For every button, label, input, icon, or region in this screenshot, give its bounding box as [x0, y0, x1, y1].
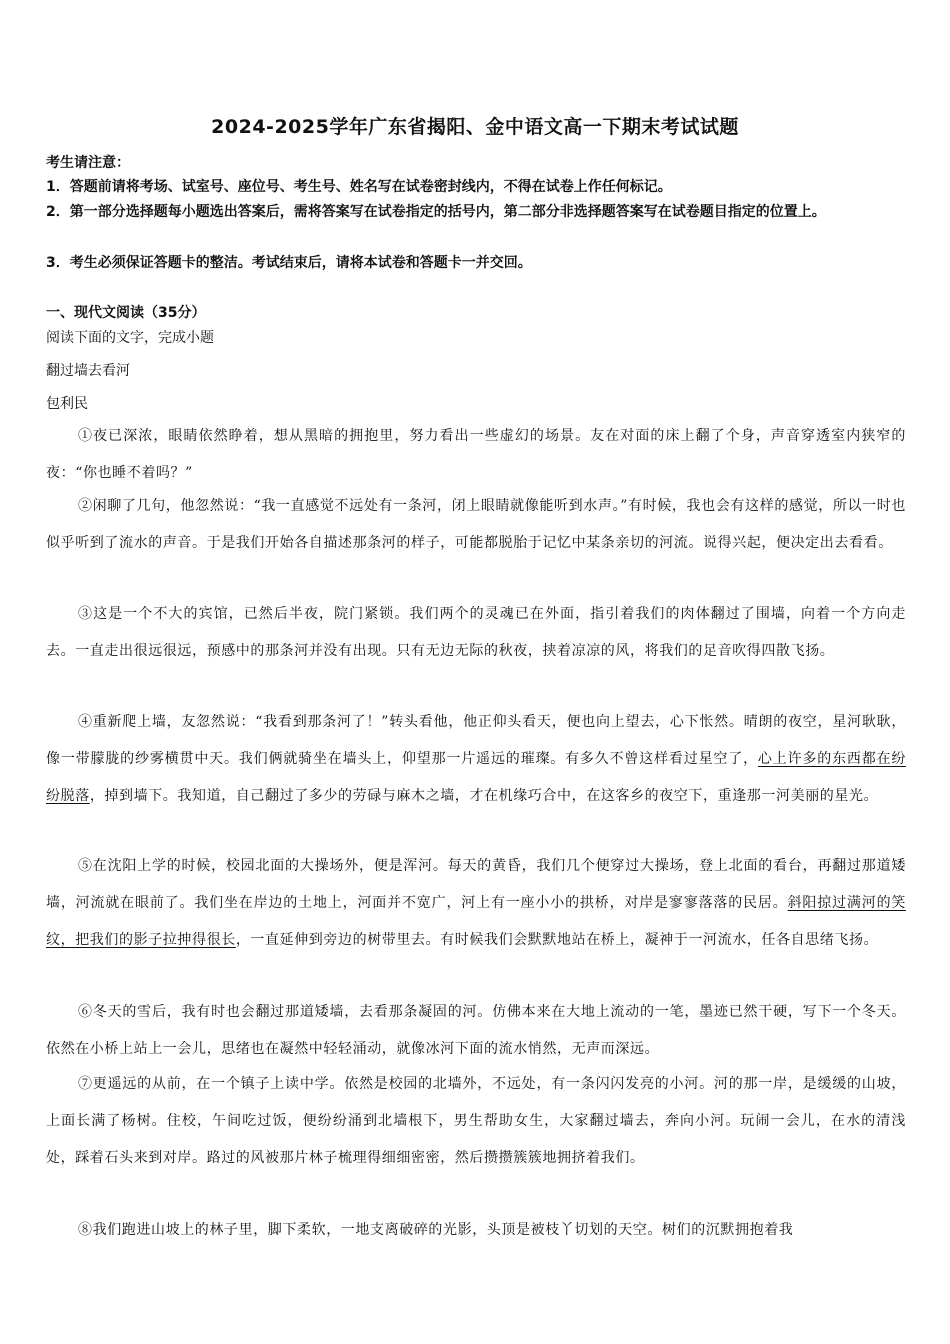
paragraph-5 — [46, 848, 906, 959]
notice-item-3: 3．考生必须保证答题卡的整洁。考试结束后，请将本试卷和答题卡一并交回。 — [46, 255, 532, 271]
notice-item-1: 1．答题前请将考场、试室号、座位号、考生号、姓名写在试卷密封线内，不得在试卷上作任何标记。 — [46, 179, 672, 195]
paragraph-5-text-b: ，一直延伸到旁边的树带里去。有时候我们会默默地站在桥上，凝神于一河流水，任各自思绪飞扬。 — [235, 932, 879, 948]
notice-item-2: 2．第一部分选择题每小题选出答案后，需将答案写在试卷指定的括号内，第二部分非选择题答案写在试卷题目指定的位置上。 — [46, 204, 826, 220]
paragraph-4-underlined: 心上许多的东西都在纷纷脱落 — [46, 751, 907, 804]
paragraph-3: ③这是一个不大的宾馆，已然后半夜，院门紧锁。我们两个的灵魂已在外面，指引着我们的肉体翻过了围墙，向着一个方向走去。一直走出很远很远，预感中的那条河并没有出现。只有无边无际的秋夜，挟着凉凉的风，将我们的足音吹得四散飞扬。 — [46, 606, 906, 659]
paragraph-5-text-a: ⑤在沈阳上学的时候，校园北面的大操场外，便是浑河。每天的黄昏，我们几个便穿过大操场，登上北面的看台，再翻过那道矮墙，河流就在眼前了。我们坐在岸边的土地上，河面并不宽广，河上有一座小小的拱桥，对岸是寥寥落落的民居。 — [46, 858, 906, 911]
paragraph-4-text-b: ，掉到墙下。我知道，自己翻过了多少的劳碌与麻木之墙，才在机缘巧合中，在这客乡的夜空下，重逢那一河美丽的星光。 — [89, 788, 879, 804]
paragraph-5-underlined: 斜阳掠过满河的笑纹，把我们的影子拉抻得很长 — [46, 895, 906, 948]
page-title: 2024-2025学年广东省揭阳、金中语文高一下期末考试试题 — [211, 116, 739, 138]
reading-instruction: 阅读下面的文字，完成小题 — [46, 330, 214, 346]
paragraph-4-text-a: ④重新爬上墙，友忽然说：“我看到那条河了！”转头看他，他正仰头看天，便也向上望去，心下怅然。晴朗的夜空，星河耿耿，像一带朦胧的纱雾横贯中天。我们俩就骑坐在墙头上，仰望那一片遥远的璀璨。有多久不曾这样看过星空了， — [46, 714, 906, 767]
paragraph-4 — [46, 704, 906, 815]
paragraph-2: ②闲聊了几句，他忽然说：“我一直感觉不远处有一条河，闭上眼睛就像能听到水声。”有时候，我也会有这样的感觉，所以一时也似乎听到了流水的声音。于是我们开始各自描述那条河的样子，可能都脱胎于记忆中某条亲切的河流。说得兴起，便决定出去看看。 — [46, 498, 906, 551]
article-author: 包利民 — [46, 396, 88, 412]
paragraph-7: ⑦更遥远的从前，在一个镇子上读中学。依然是校园的北墙外，不远处，有一条闪闪发亮的小河。河的那一岸，是缓缓的山坡，上面长满了杨树。住校，午间吃过饭，便纷纷涌到北墙根下，男生帮助女生，大家翻过墙去，奔向小河。玩闹一会儿，在水的清浅处，踩着石头来到对岸。路过的风被那片林子梳理得细细密密，然后攒攒簇簇地拥挤着我们。 — [46, 1076, 906, 1166]
section-heading: 一、现代文阅读（35分） — [46, 305, 206, 321]
paragraph-6: ⑥冬天的雪后，我有时也会翻过那道矮墙，去看那条凝固的河。仿佛本来在大地上流动的一笔，墨迹已然干硬，写下一个冬天。依然在小桥上站上一会儿，思绪也在凝然中轻轻涌动，就像冰河下面的流水悄然，无声而深远。 — [46, 1004, 906, 1057]
notice-heading: 考生请注意： — [46, 155, 130, 171]
paragraph-1: ①夜已深浓，眼睛依然睁着，想从黑暗的拥抱里，努力看出一些虚幻的场景。友在对面的床上翻了个身，声音穿透室内狭窄的夜：“你也睡不着吗？” — [46, 428, 906, 481]
paragraph-8: ⑧我们跑进山坡上的林子里，脚下柔软，一地支离破碎的光影，头顶是被枝丫切划的天空。树们的沉默拥抱着我 — [78, 1222, 794, 1238]
article-title: 翻过墙去看河 — [46, 363, 130, 379]
